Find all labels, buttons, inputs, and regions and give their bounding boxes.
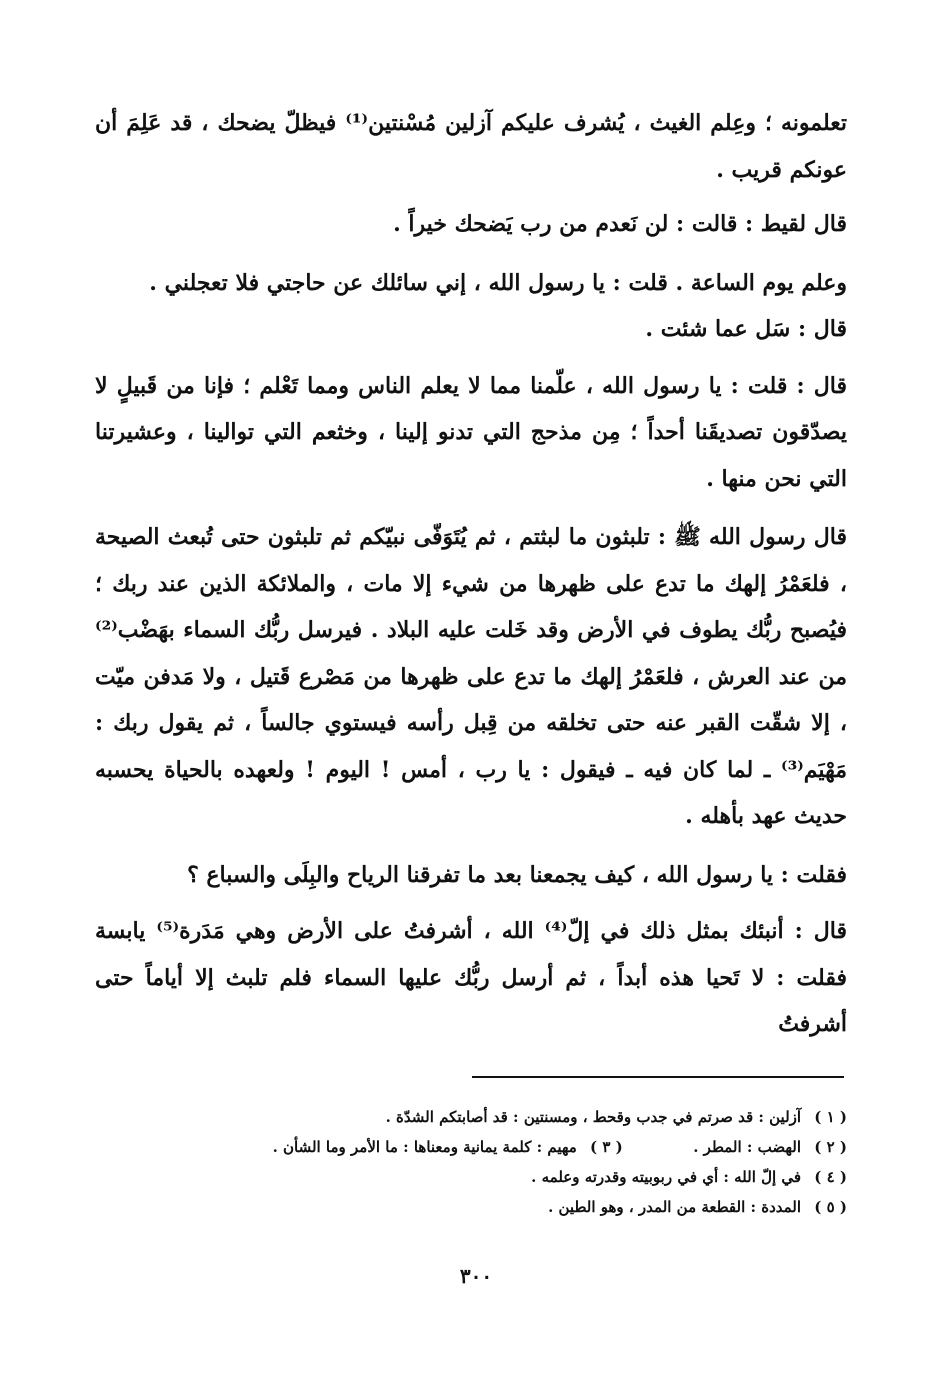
- footnote-number: ( ٣ ): [590, 1138, 623, 1156]
- footnote-text: في إلّ الله : أي في ربوبيته وقدرته وعلمه .: [531, 1168, 802, 1186]
- footnote-1: [95, 1102, 847, 1132]
- paragraph-7: فقلت : يا رسول الله ، كيف يجمعنا بعد ما تفرقنا الرياح والبِلَى والسباع ؟: [187, 861, 847, 888]
- footnote-text: المددة : القطعة من المدر ، وهو الطين .: [548, 1198, 802, 1216]
- footnote-2-3: [95, 1132, 847, 1162]
- main-text: [95, 100, 847, 1048]
- paragraph-8: قال : أنبئك بمثل ذلك في إلّ⁽⁴⁾ الله ، أشرفتُ على الأرض وهي مَدَرة⁽⁵⁾ يابسة فقلت : لا تَحيا هذه أبداً ، ثم أرسل ربُّك عليها السماء فلم تلبث إلا أياماً حتى أشرفتُ: [95, 918, 847, 1037]
- footnote-text: آزلين : قد صرتم في جدب وقحط ، ومسنتين : قد أصابتكم الشدّة .: [385, 1108, 802, 1126]
- footnote-number: ( ٤ ): [814, 1168, 847, 1186]
- footnote-text: الهضب : المطر .: [693, 1138, 802, 1156]
- paragraph-4: قال : سَل عما شئت .: [645, 316, 847, 342]
- page-number: ٣٠٠: [459, 1264, 493, 1288]
- paragraph-3: وعلم يوم الساعة . قلت : يا رسول الله ، إني سائلك عن حاجتي فلا تعجلني .: [149, 269, 847, 296]
- footnote-divider: [472, 1076, 844, 1078]
- paragraph-6: قال رسول الله ﷺ : تلبثون ما لبثتم ، ثم يُتَوَفّى نبيّكم ثم تلبثون حتى تُبعث الصيحة ، فلعَمْرُ إلهك ما تدع على ظهرها من شيء إلا مات ، والملائكة الذين عند ربك ؛ فيُصبح ربُّك يطوف في الأرض وقد خَلت عليه البلاد . فيرسل ربُّك السماء بهَضْب⁽²⁾ من عند العرش ، فلعَمْرُ إلهك ما تدع على ظهرها من مَصْرع قَتيل ، ولا مَدفن ميّت ، إلا شقّت القبر عنه حتى تخلقه من قِبل رأسه فيستوي جالساً ، ثم يقول ربك : مَهْيَم⁽³⁾ ـ لما كان فيه ـ فيقول : يا رب ، أمس ! اليوم ! ولعهده بالحياة يحسبه حديث عهد بأهله .: [95, 524, 847, 829]
- paragraph-2: قال لقيط : قالت : لن نَعدم من رب يَضحك خيراً .: [393, 211, 847, 237]
- paragraph-1: تعلمونه ؛ وعِلم الغيث ، يُشرف عليكم آزلين مُسْنتين⁽¹⁾ فيظلّ يضحك ، قد عَلِمَ أن عونكم قريب .: [95, 110, 847, 183]
- footnote-number: ( ٥ ): [814, 1198, 847, 1216]
- paragraph-5: قال : قلت : يا رسول الله ، علّمنا مما لا يعلم الناس ومما تَعْلم ؛ فإنا من قَبيلٍ لا يصدّقون تصديقَنا أحداً ؛ مِن مذحج التي تدنو إلينا ، وخثعم التي توالينا ، وعشيرتنا التي نحن منها .: [95, 372, 847, 492]
- footnote-number: ( ٢ ): [814, 1138, 847, 1156]
- footnote-4: [95, 1162, 847, 1192]
- footnotes: [95, 1102, 847, 1222]
- footnote-text: مهيم : كلمة يمانية ومعناها : ما الأمر وما الشأن .: [272, 1138, 577, 1156]
- footnote-5: [95, 1192, 847, 1222]
- footnote-number: ( ١ ): [814, 1108, 847, 1126]
